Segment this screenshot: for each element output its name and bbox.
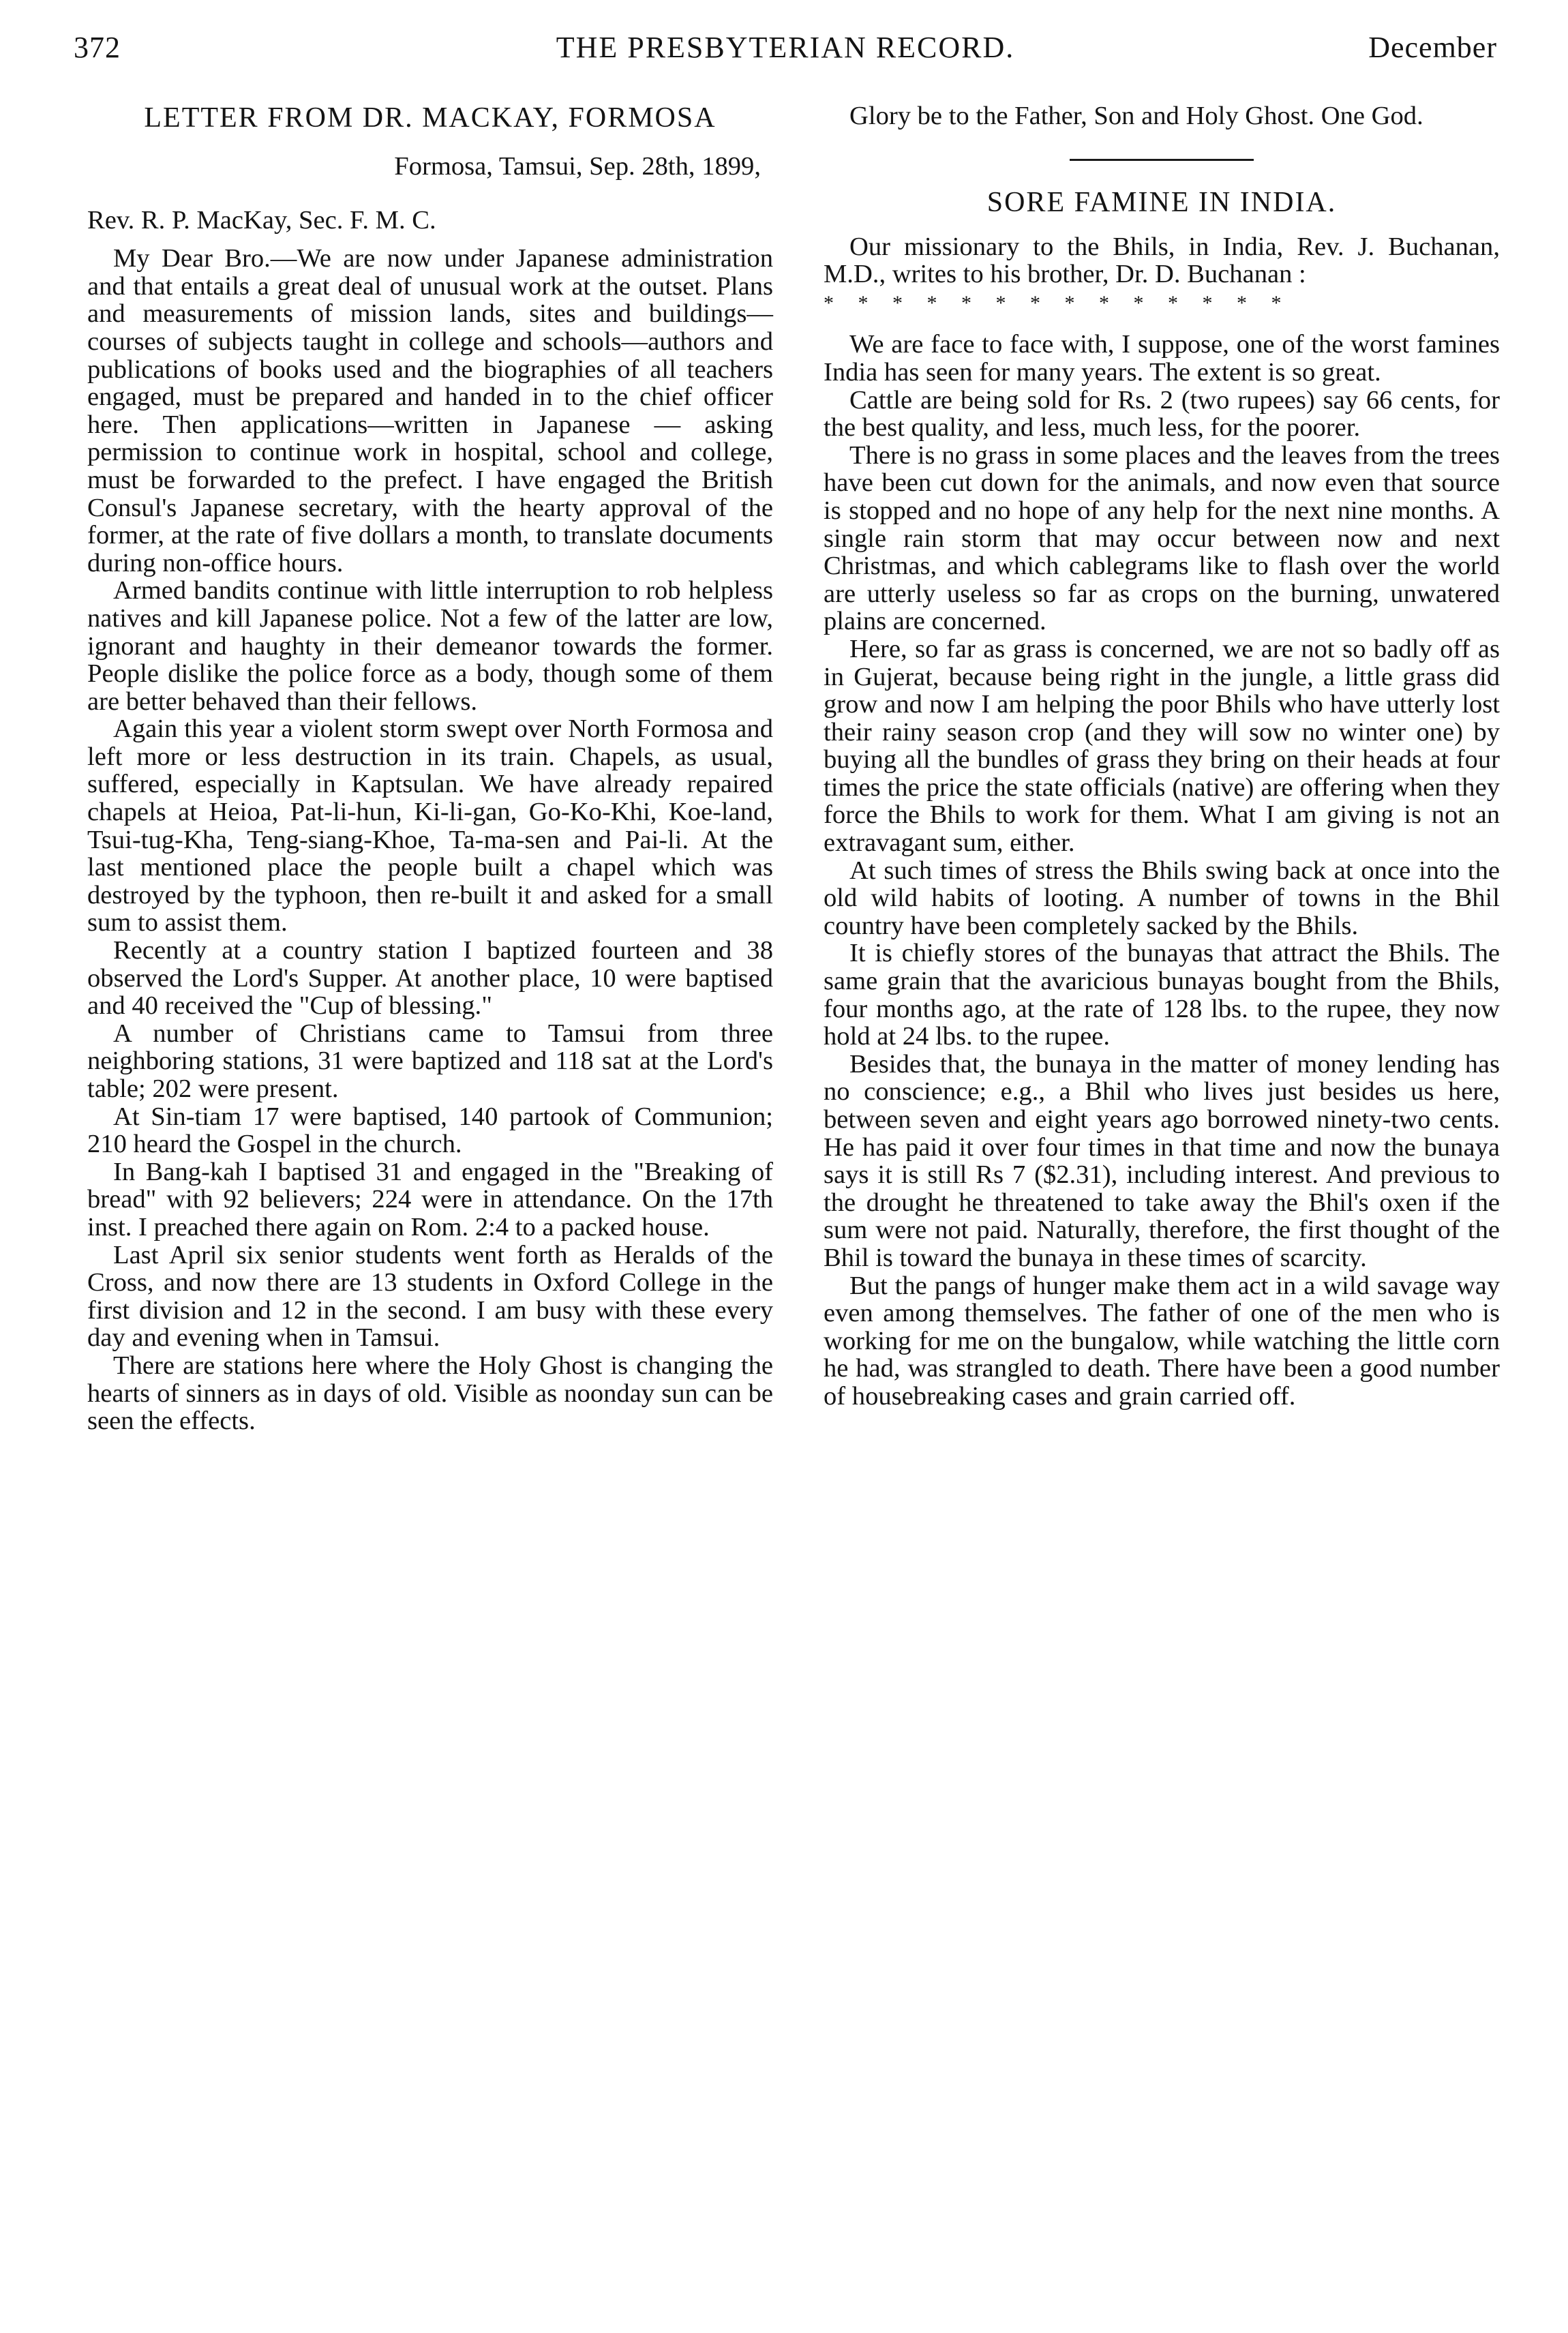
famine-paragraph: We are face to face with, I suppose, one of the worst famines India has seen for many years. The extent is so great. xyxy=(824,330,1500,387)
letter-paragraph: My Dear Bro.—We are now under Japanese administration and that entails a great deal of unusual work at the outset. Plans and measurements of mission lands, sites and buildings—courses of subjects taught in college and schools—authors and publications of books used and the biographies of all teachers engaged, must be prepared and handed in to the chief officer here. Then applications—written in Japanese — asking permission to continue work in hospital, school and college, must be forwarded to the prefect. I have engaged the British Consul's Japanese secretary, with the hearty approval of the former, at the rate of five dollars a month, to translate documents during non-office hours. xyxy=(87,244,773,577)
letter-paragraph: Last April six senior students went forth as Heralds of the Cross, and now there are 13 students in Oxford College in the first division and 12 in the second. I am busy with these every day and evening when in Tamsui. xyxy=(87,1240,773,1353)
famine-paragraph: At such times of stress the Bhils swing back at once into the old wild habits of looting. A number of towns in the Bhil country have been completely sacked by the Bhils. xyxy=(824,856,1500,940)
famine-paragraph: There is no grass in some places and the leaves from the trees have been cut down for the animals, and now even that source is stopped and no hope of any help for the next nine months. A single rain storm that may occur between now and next Christmas, and which cablegrams like to flash over the world are utterly useless so far as crops on the burning, unwatered plains are concerned. xyxy=(824,440,1500,636)
journal-title: THE PRESBYTERIAN RECORD. xyxy=(556,31,1015,64)
famine-paragraph: It is chiefly stores of the bunayas that attract the Bhils. The same grain that the avaricious bunayas bought from the Bhils, four months ago, at the rate of 128 lbs. to the rupee, they now hold at 24 lbs. to the rupee. xyxy=(824,939,1500,1051)
famine-paragraph: But the pangs of hunger make them act in a wild savage way even among themselves. The father of one of the men who is working for me on the bungalow, while watching the little corn he had, was strangled to death. There have been a good number of housebreaking cases and grain carried off. xyxy=(824,1271,1500,1411)
letter-dateline: Formosa, Tamsui, Sep. 28th, 1899, xyxy=(394,152,761,181)
letter-paragraph: There are stations here where the Holy Ghost is changing the hearts of sinners as in days of old. Visible as noonday sun can be seen the effects. xyxy=(87,1351,773,1436)
letter-addressee: Rev. R. P. MacKay, Sec. F. M. C. xyxy=(87,205,436,235)
section-divider xyxy=(1070,159,1254,161)
issue-month: December xyxy=(1368,31,1497,64)
famine-intro: Our missionary to the Bhils, in India, Rev. J. Buchanan, M.D., writes to his brother, Dr. D. Buchanan : xyxy=(824,232,1500,289)
famine-paragraph: Here, so far as grass is concerned, we are not so badly off as in Gujerat, because being right in the jungle, a little grass did grow and now I am helping the poor Bhils who have utterly lost their rainy season crop (and they will sow no winter one) by buying all the bundles of grass they bring on their heads at four times the price the state officials (native) are offering when they force the Bhils to work for them. What I am giving is not an extravagant sum, either. xyxy=(824,634,1500,858)
letter-paragraph: At Sin-tiam 17 were baptised, 140 partook of Communion; 210 heard the Gospel in the church. xyxy=(87,1102,773,1159)
famine-heading: SORE FAMINE IN INDIA. xyxy=(986,186,1337,218)
asterisk-divider: * * * * * * * * * * * * * * xyxy=(824,291,1291,314)
letter-paragraph: Recently at a country station I baptized fourteen and 38 observed the Lord's Supper. At another place, 10 were baptised and 40 received the "Cup of blessing." xyxy=(87,936,773,1021)
letter-heading: LETTER FROM DR. MACKAY, FORMOSA xyxy=(144,102,717,134)
letter-closing: Glory be to the Father, Son and Holy Ghost. One God. xyxy=(849,102,1423,130)
famine-paragraph: Besides that, the bunaya in the matter of money lending has no conscience; e.g., a Bhil who lives just besides us here, between seven and eight years ago borrowed ninety-two cents. He has paid it over four times in that time and now the bunaya says it is still Rs 7 ($2.31), including interest. And previous to the drought he threatened to take away the Bhil's oxen if the sum were not paid. Naturally, therefore, the first thought of the Bhil is toward the bunaya in these times of scarcity. xyxy=(824,1049,1500,1272)
letter-paragraph: Again this year a violent storm swept over North Formosa and left more or less destruction in its train. Chapels, as usual, suffered, especially in Kaptsulan. We have already repaired chapels at Heioa, Pat-li-hun, Ki-li-gan, Go-Ko-Khi, Koe-land, Tsui-tug-Kha, Teng-siang-Khoe, Ta-ma-sen and Pai-li. At the last mentioned place the people built a chapel which was destroyed by the typhoon, then re-built it and asked for a small sum to assist them. xyxy=(87,714,773,937)
letter-paragraph: A number of Christians came to Tamsui from three neighboring stations, 31 were baptized and 118 sat at the Lord's table; 202 were present. xyxy=(87,1019,773,1103)
famine-paragraph: Cattle are being sold for Rs. 2 (two rupees) say 66 cents, for the best quality, and less, much less, for the poorer. xyxy=(824,385,1500,442)
left-column xyxy=(87,102,773,1435)
page-number: 372 xyxy=(74,31,121,64)
letter-paragraph: Armed bandits continue with little interruption to rob helpless natives and kill Japanese police. Not a few of the latter are low, ignorant and haughty in their demeanor towards the former. People dislike the police force as a body, though some of them are better behaved than their fellows. xyxy=(87,576,773,716)
right-column xyxy=(824,102,1500,1411)
page-header xyxy=(74,30,1497,78)
letter-paragraph: In Bang-kah I baptised 31 and engaged in the "Breaking of bread" with 92 believers; 224 were in attendance. On the 17th inst. I preached there again on Rom. 2:4 to a packed house. xyxy=(87,1157,773,1241)
